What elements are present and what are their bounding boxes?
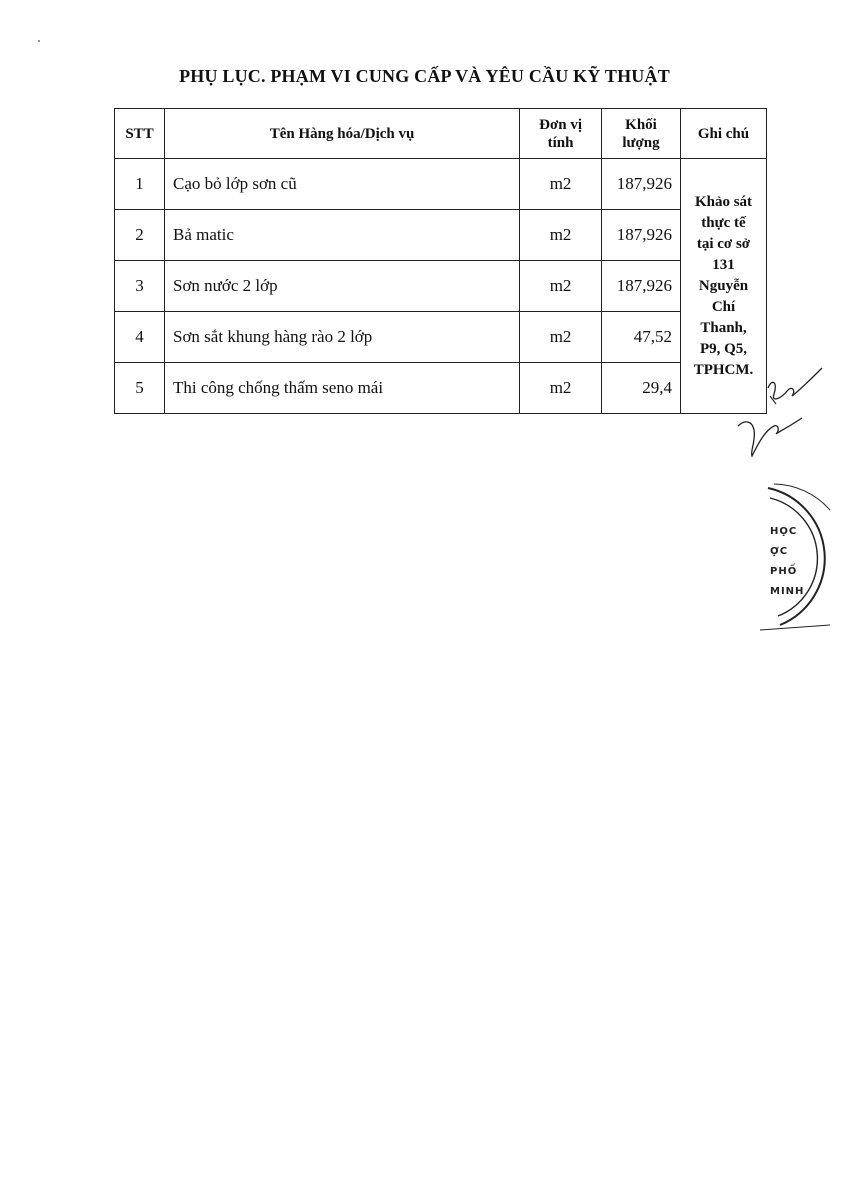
header-name: Tên Hàng hóa/Dịch vụ: [164, 109, 519, 159]
stamp-text-line: ỢC: [770, 546, 789, 557]
header-unit: [520, 109, 602, 159]
header-qty-line2: lượng: [622, 134, 660, 151]
note-line: tại cơ sở: [696, 235, 751, 252]
note-line: Thanh,: [700, 319, 747, 336]
cell-qty: 47,52: [602, 312, 681, 363]
header-unit-line1: Đơn vị: [539, 116, 583, 133]
table-header-row: [115, 109, 767, 159]
table-row: [115, 210, 767, 261]
header-stt: STT: [115, 109, 165, 159]
cell-stt: 5: [115, 363, 165, 414]
header-qty: [602, 109, 681, 159]
table-row: [115, 363, 767, 414]
handwritten-signature: [730, 360, 840, 460]
header-unit-line2: tính: [547, 134, 574, 151]
note-line: 131: [712, 256, 735, 273]
cell-name: Thi công chống thấm seno mái: [164, 363, 519, 414]
stamp-text-line: HỌC: [770, 526, 798, 537]
cell-unit: m2: [520, 210, 602, 261]
table-row: [115, 159, 767, 210]
scope-table: [114, 108, 767, 414]
note-line: P9, Q5,: [699, 340, 748, 357]
cell-stt: 2: [115, 210, 165, 261]
page-title: PHỤ LỤC. PHẠM VI CUNG CẤP VÀ YÊU CẦU KỸ THUẬT: [179, 66, 670, 86]
cell-unit: m2: [520, 312, 602, 363]
cell-qty: 187,926: [602, 210, 681, 261]
header-note: Ghi chú: [680, 109, 766, 159]
note-line: thực tế: [701, 214, 746, 231]
note-line: Chí: [711, 298, 736, 315]
table-row: [115, 261, 767, 312]
header-qty-line1: Khối: [625, 116, 657, 133]
table-row: [115, 312, 767, 363]
cell-qty: 187,926: [602, 261, 681, 312]
cell-qty: 29,4: [602, 363, 681, 414]
cell-name: Bả matic: [164, 210, 519, 261]
note-line: Khảo sát: [694, 193, 753, 210]
cell-stt: 1: [115, 159, 165, 210]
cell-stt: 4: [115, 312, 165, 363]
cell-name: Sơn nước 2 lớp: [164, 261, 519, 312]
cell-qty: 187,926: [602, 159, 681, 210]
cell-unit: m2: [520, 363, 602, 414]
cell-name: Sơn sắt khung hàng rào 2 lớp: [164, 312, 519, 363]
scan-speck: [38, 40, 40, 42]
cell-stt: 3: [115, 261, 165, 312]
cell-unit: m2: [520, 159, 602, 210]
cell-name: Cạo bỏ lớp sơn cũ: [164, 159, 519, 210]
stamp-text-line: PHỐ: [770, 566, 798, 577]
note-line: Nguyễn: [698, 277, 749, 294]
stamp-text-line: MINH: [770, 586, 805, 597]
cell-unit: m2: [520, 261, 602, 312]
note-line: TPHCM.: [693, 361, 754, 378]
stamp-seal: [690, 480, 840, 630]
